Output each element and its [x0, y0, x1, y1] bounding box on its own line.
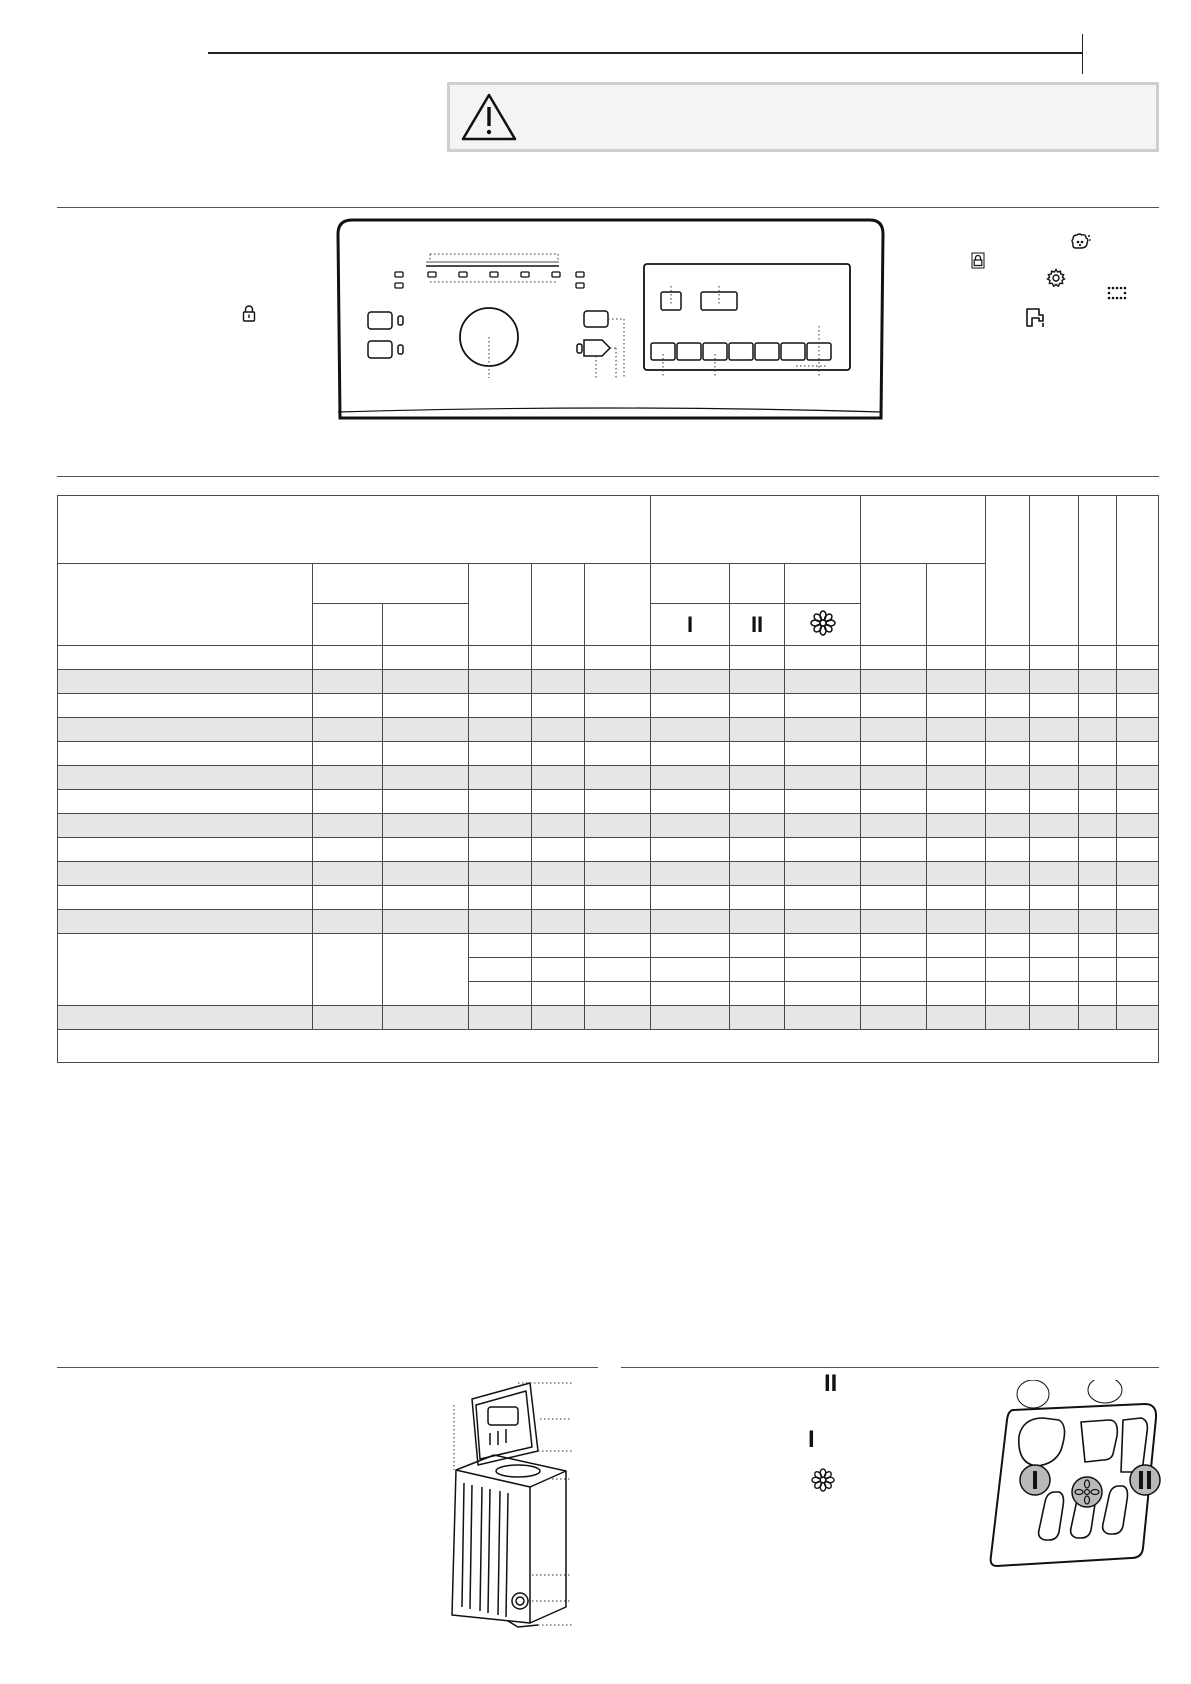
table-cell — [927, 670, 986, 694]
table-cell — [313, 742, 383, 766]
table-cell — [986, 646, 1030, 670]
table-cell — [651, 958, 730, 982]
table-cell — [861, 694, 927, 718]
table-cell — [313, 1006, 383, 1030]
table-cell — [1079, 790, 1117, 814]
table-cell — [1117, 1006, 1159, 1030]
table-cell — [469, 742, 532, 766]
gear-icon — [1046, 268, 1066, 288]
control-panel-diagram — [334, 216, 886, 422]
table-cell — [861, 718, 927, 742]
table-cell — [986, 910, 1030, 934]
table-cell — [986, 862, 1030, 886]
table-cell — [927, 646, 986, 670]
table-header-cell — [651, 496, 861, 564]
table-header-row — [58, 496, 1159, 564]
table-cell — [585, 862, 651, 886]
table-header-cell — [383, 604, 469, 646]
table-cell — [1079, 814, 1117, 838]
table-cell — [927, 934, 986, 958]
table-cell — [383, 790, 469, 814]
table-cell — [58, 766, 313, 790]
table-cell — [585, 838, 651, 862]
table-cell — [730, 958, 785, 982]
table-cell — [313, 814, 383, 838]
table-cell — [861, 742, 927, 766]
table-cell — [785, 910, 861, 934]
table-cell — [585, 694, 651, 718]
table-cell — [730, 910, 785, 934]
table-cell — [1030, 694, 1079, 718]
table-header-cell — [58, 564, 313, 646]
table-cell — [861, 862, 927, 886]
table-header-cell — [861, 496, 986, 564]
table-cell — [313, 718, 383, 742]
table-header-cell — [585, 564, 651, 646]
table-cell — [1117, 982, 1159, 1006]
table-cell — [785, 862, 861, 886]
table-cell — [1030, 766, 1079, 790]
softener-symbol-cell — [785, 604, 861, 646]
table-cell — [1117, 670, 1159, 694]
table-cell — [1079, 958, 1117, 982]
table-cell — [58, 910, 313, 934]
table-cell — [585, 886, 651, 910]
warning-box — [447, 82, 1159, 152]
table-cell — [730, 982, 785, 1006]
table-cell — [532, 646, 585, 670]
table-cell — [383, 862, 469, 886]
table-cell — [730, 694, 785, 718]
table-cell — [1030, 1006, 1079, 1030]
table-cell — [861, 670, 927, 694]
main-wash-symbol: II — [750, 611, 764, 637]
prewash-symbol-cell — [651, 604, 730, 646]
table-cell — [1079, 742, 1117, 766]
table-cell — [469, 958, 532, 982]
table-cell — [313, 646, 383, 670]
table-cell — [861, 910, 927, 934]
table-cell — [469, 790, 532, 814]
table-cell — [58, 646, 313, 670]
table-row — [58, 646, 1159, 670]
table-cell — [927, 910, 986, 934]
table-cell — [469, 982, 532, 1006]
table-cell — [532, 670, 585, 694]
table-cell — [313, 694, 383, 718]
steam-care-icon — [1070, 233, 1092, 251]
table-cell — [383, 742, 469, 766]
table-cell — [651, 766, 730, 790]
main-wash-symbol-cell — [730, 604, 785, 646]
table-cell — [861, 958, 927, 982]
table-cell — [58, 718, 313, 742]
table-cell — [927, 1006, 986, 1030]
table-cell — [313, 790, 383, 814]
table-cell — [861, 982, 927, 1006]
table-cell — [1117, 958, 1159, 982]
table-cell — [1117, 838, 1159, 862]
table-cell — [861, 886, 927, 910]
table-cell — [469, 694, 532, 718]
table-cell — [927, 766, 986, 790]
table-cell — [313, 766, 383, 790]
table-cell — [861, 838, 927, 862]
table-cell — [730, 934, 785, 958]
table-cell — [861, 814, 927, 838]
table-cell — [313, 670, 383, 694]
table-cell — [532, 934, 585, 958]
table-cell — [1030, 862, 1079, 886]
table-cell — [986, 934, 1030, 958]
table-cell — [58, 1006, 313, 1030]
table-cell — [532, 958, 585, 982]
table-cell — [1117, 790, 1159, 814]
table-cell — [1117, 814, 1159, 838]
table-cell — [785, 814, 861, 838]
table-cell — [651, 718, 730, 742]
table-cell — [532, 790, 585, 814]
table-cell — [469, 862, 532, 886]
table-cell — [1079, 862, 1117, 886]
table-cell — [651, 670, 730, 694]
table-cell — [1117, 718, 1159, 742]
table-cell — [927, 742, 986, 766]
table-cell — [383, 646, 469, 670]
table-cell — [986, 838, 1030, 862]
table-cell — [58, 670, 313, 694]
table-cell — [383, 766, 469, 790]
table-cell — [313, 934, 383, 1006]
table-cell — [469, 646, 532, 670]
table-cell — [785, 694, 861, 718]
table-cell — [927, 958, 986, 982]
table-cell — [1030, 982, 1079, 1006]
table-cell — [58, 814, 313, 838]
table-cell — [986, 790, 1030, 814]
table-cell — [927, 982, 986, 1006]
table-header-cell — [1117, 496, 1159, 646]
table-cell — [785, 766, 861, 790]
table-cell — [1030, 790, 1079, 814]
table-cell — [927, 790, 986, 814]
table-cell — [1117, 742, 1159, 766]
table-cell — [1117, 910, 1159, 934]
table-cell — [927, 886, 986, 910]
table-cell — [861, 646, 927, 670]
table-cell — [785, 718, 861, 742]
table-row — [58, 910, 1159, 934]
table-cell — [651, 838, 730, 862]
table-cell — [585, 670, 651, 694]
table-cell — [585, 1006, 651, 1030]
table-cell — [785, 646, 861, 670]
table-cell — [1079, 646, 1117, 670]
table-cell — [785, 1006, 861, 1030]
table-cell — [1117, 862, 1159, 886]
table-cell — [585, 934, 651, 958]
table-cell — [861, 766, 927, 790]
table-footnote-cell — [58, 1030, 1159, 1063]
table-cell — [383, 814, 469, 838]
table-cell — [651, 814, 730, 838]
table-cell — [1079, 910, 1117, 934]
table-cell — [313, 910, 383, 934]
table-cell — [532, 982, 585, 1006]
table-cell — [927, 838, 986, 862]
table-header-cell — [785, 564, 861, 604]
table-cell — [730, 1006, 785, 1030]
table-cell — [986, 982, 1030, 1006]
tap-icon — [1024, 306, 1046, 328]
table-cell — [785, 670, 861, 694]
table-cell — [1079, 718, 1117, 742]
table-cell — [1079, 670, 1117, 694]
table-cell — [1030, 910, 1079, 934]
table-cell — [730, 862, 785, 886]
table-cell — [1030, 886, 1079, 910]
table-cell — [469, 766, 532, 790]
table-cell — [58, 886, 313, 910]
table-cell — [1079, 886, 1117, 910]
table-row — [58, 814, 1159, 838]
table-cell — [651, 742, 730, 766]
table-cell — [532, 718, 585, 742]
warning-triangle-icon — [460, 91, 518, 143]
table-cell — [585, 814, 651, 838]
table-cell — [469, 934, 532, 958]
table-header-cell — [313, 564, 469, 604]
table-cell — [651, 694, 730, 718]
table-footnote-row — [58, 1030, 1159, 1063]
table-row — [58, 886, 1159, 910]
table-cell — [585, 910, 651, 934]
table-cell — [469, 838, 532, 862]
table-header-cell — [1079, 496, 1117, 646]
table-row — [58, 934, 1159, 958]
table-cell — [785, 742, 861, 766]
washing-machine-diagram — [448, 1375, 578, 1635]
table-cell — [986, 958, 1030, 982]
table-row — [58, 766, 1159, 790]
table-cell — [986, 1006, 1030, 1030]
table-cell — [785, 934, 861, 958]
table-cell — [986, 886, 1030, 910]
table-cell — [58, 694, 313, 718]
table-header-cell — [1030, 496, 1079, 646]
prewash-symbol: I — [687, 611, 694, 637]
table-cell — [730, 814, 785, 838]
table-header-cell — [58, 496, 651, 564]
table-cell — [1079, 982, 1117, 1006]
table-cell — [383, 694, 469, 718]
table-cell — [1117, 886, 1159, 910]
table-cell — [1079, 1006, 1117, 1030]
table-cell — [532, 838, 585, 862]
table-cell — [469, 1006, 532, 1030]
table-cell — [313, 838, 383, 862]
table-cell — [1030, 958, 1079, 982]
table-row — [58, 742, 1159, 766]
table-cell — [730, 718, 785, 742]
table-cell — [927, 718, 986, 742]
table-cell — [986, 814, 1030, 838]
flower-icon — [810, 610, 836, 636]
table-cell — [585, 766, 651, 790]
table-cell — [532, 862, 585, 886]
table-header-cell — [861, 564, 927, 646]
table-cell — [730, 742, 785, 766]
table-row — [58, 694, 1159, 718]
table-cell — [651, 1006, 730, 1030]
table-cell — [1030, 718, 1079, 742]
detergent-dispenser-diagram — [985, 1380, 1165, 1580]
table-cell — [585, 646, 651, 670]
table-cell — [986, 766, 1030, 790]
table-cell — [730, 790, 785, 814]
table-cell — [383, 838, 469, 862]
header-rule-tick — [1082, 34, 1083, 74]
table-cell — [532, 886, 585, 910]
table-cell — [1117, 766, 1159, 790]
table-cell — [469, 814, 532, 838]
table-cell — [651, 886, 730, 910]
table-cell — [585, 958, 651, 982]
table-cell — [861, 1006, 927, 1030]
grid-dots-icon — [1107, 286, 1127, 300]
table-header-cell — [986, 496, 1030, 646]
table-cell — [1117, 646, 1159, 670]
table-cell — [383, 910, 469, 934]
table-cell — [532, 814, 585, 838]
table-cell — [1030, 814, 1079, 838]
table-cell — [986, 670, 1030, 694]
table-cell — [585, 790, 651, 814]
section-rule-dispenser — [621, 1367, 1159, 1368]
table-cell — [785, 958, 861, 982]
table-header-cell — [927, 564, 986, 646]
table-cell — [58, 742, 313, 766]
table-row — [58, 790, 1159, 814]
table-cell — [730, 838, 785, 862]
table-cell — [532, 910, 585, 934]
table-cell — [651, 862, 730, 886]
section-rule-appliance — [57, 1367, 598, 1368]
table-cell — [986, 742, 1030, 766]
table-header-cell — [469, 564, 532, 646]
table-header-cell — [730, 564, 785, 604]
table-cell — [58, 790, 313, 814]
table-cell — [651, 934, 730, 958]
table-cell — [383, 886, 469, 910]
table-cell — [313, 862, 383, 886]
section-rule-control-panel — [57, 207, 1159, 208]
table-cell — [469, 886, 532, 910]
table-cell — [313, 886, 383, 910]
header-rule — [208, 52, 1083, 54]
table-row — [58, 1006, 1159, 1030]
table-cell — [383, 718, 469, 742]
table-cell — [585, 982, 651, 1006]
table-cell — [532, 1006, 585, 1030]
table-cell — [1079, 934, 1117, 958]
table-cell — [986, 694, 1030, 718]
section-rule-program-table — [57, 476, 1159, 477]
table-cell — [730, 766, 785, 790]
table-cell — [927, 862, 986, 886]
table-cell — [1117, 934, 1159, 958]
table-cell — [1030, 838, 1079, 862]
main-wash-symbol: II — [824, 1370, 838, 1397]
table-cell — [532, 694, 585, 718]
table-cell — [1117, 694, 1159, 718]
table-header-cell — [313, 604, 383, 646]
flower-icon — [811, 1468, 835, 1492]
table-cell — [861, 790, 927, 814]
table-cell — [785, 982, 861, 1006]
table-cell — [469, 910, 532, 934]
table-cell — [927, 814, 986, 838]
table-cell — [469, 718, 532, 742]
table-cell — [785, 790, 861, 814]
table-cell — [58, 934, 313, 1006]
table-header-cell — [651, 564, 730, 604]
table-cell — [585, 718, 651, 742]
table-cell — [861, 934, 927, 958]
table-cell — [651, 646, 730, 670]
table-cell — [1079, 838, 1117, 862]
table-cell — [785, 838, 861, 862]
table-cell — [730, 670, 785, 694]
table-cell — [1079, 694, 1117, 718]
lock-icon — [971, 252, 985, 269]
table-cell — [1030, 742, 1079, 766]
table-cell — [585, 742, 651, 766]
table-cell — [730, 646, 785, 670]
prewash-symbol: I — [808, 1426, 815, 1453]
table-cell — [383, 934, 469, 1006]
table-row — [58, 718, 1159, 742]
table-row — [58, 862, 1159, 886]
table-cell — [927, 694, 986, 718]
lock-icon — [242, 305, 256, 322]
table-cell — [730, 886, 785, 910]
table-cell — [383, 670, 469, 694]
table-row — [58, 838, 1159, 862]
table-cell — [1079, 766, 1117, 790]
table-cell — [986, 718, 1030, 742]
table-header-cell — [532, 564, 585, 646]
program-table — [57, 495, 1159, 1063]
table-cell — [651, 910, 730, 934]
table-row — [58, 670, 1159, 694]
table-cell — [532, 742, 585, 766]
table-cell — [785, 886, 861, 910]
table-cell — [1030, 934, 1079, 958]
table-cell — [383, 1006, 469, 1030]
table-cell — [1030, 646, 1079, 670]
table-cell — [1030, 670, 1079, 694]
table-cell — [651, 982, 730, 1006]
table-cell — [651, 790, 730, 814]
table-cell — [58, 862, 313, 886]
table-cell — [469, 670, 532, 694]
table-cell — [58, 838, 313, 862]
table-cell — [532, 766, 585, 790]
